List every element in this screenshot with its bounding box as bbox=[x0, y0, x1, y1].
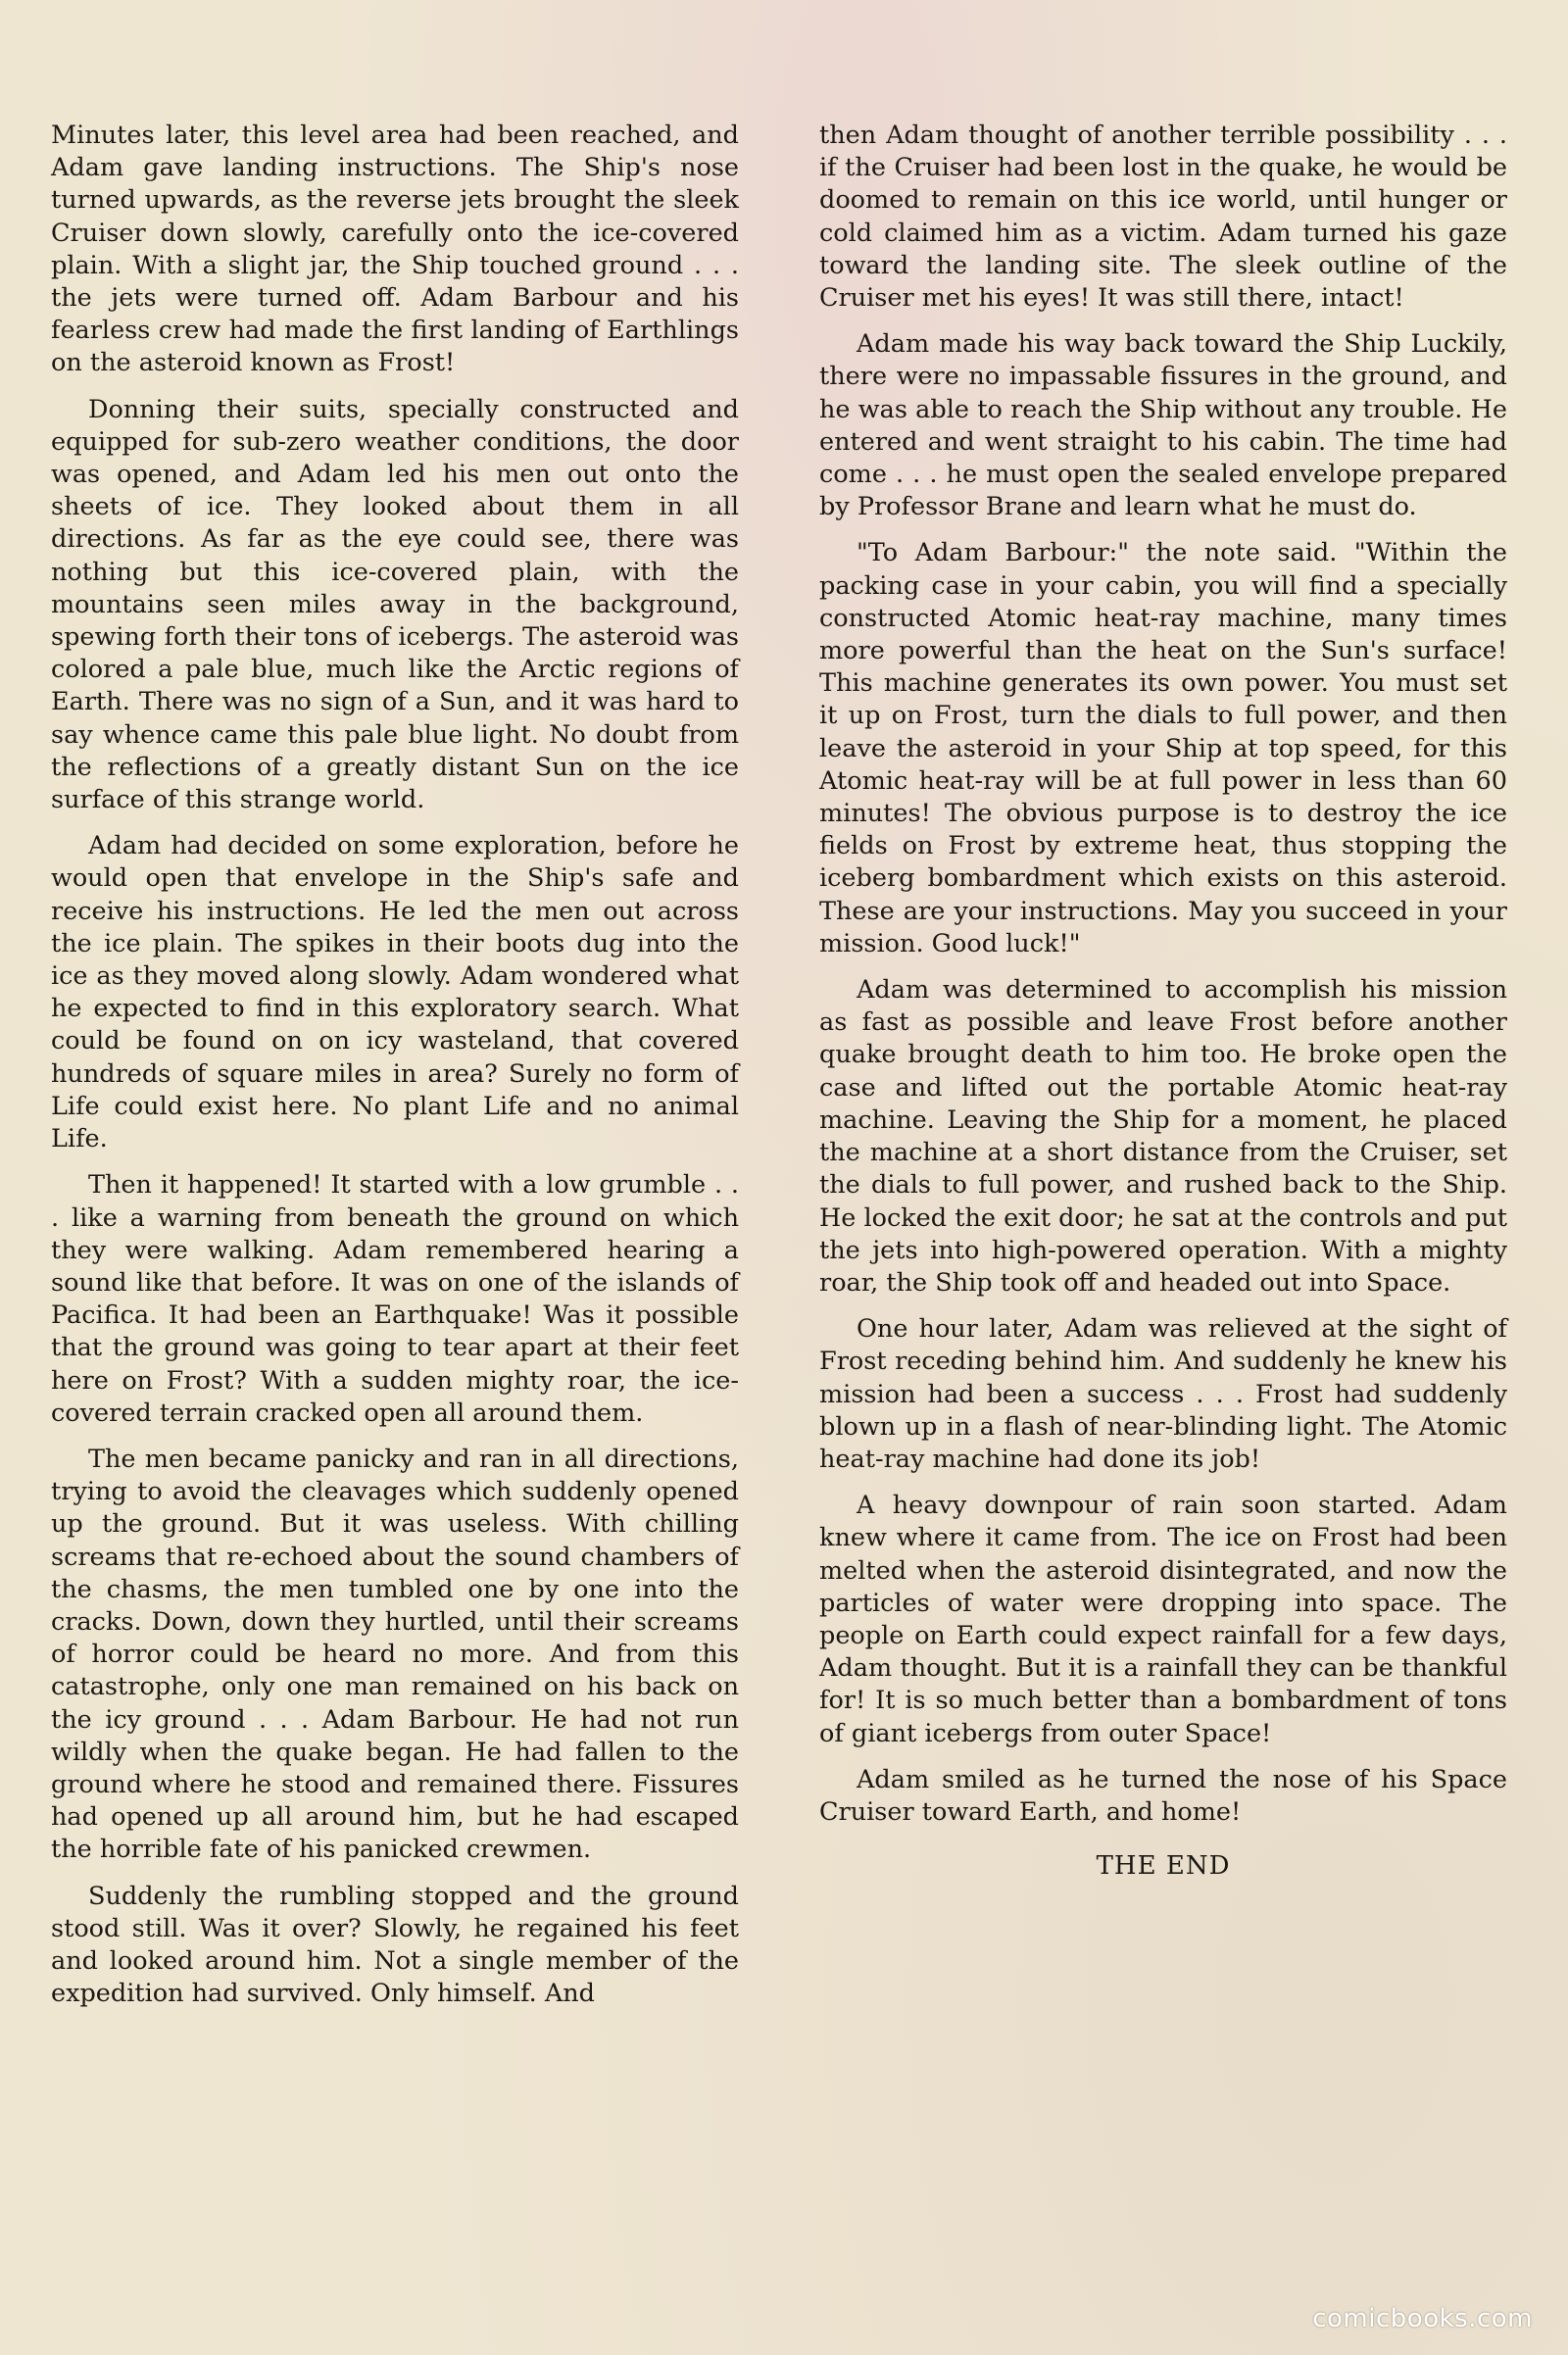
paragraph: Adam was determined to accomplish his mission as fast as possible and leave Frost before another quake brought death to him too. He broke open the case and lifted out the portable Atomic heat-ray machine. Leaving the Ship for a moment, he placed the machine at a short distance from the Cruiser, set the dials to full power, and rushed back to the Ship. He locked the exit door; he sat at the controls and put the jets into high-powered operation. With a mighty roar, the Ship took off and headed out into Space. bbox=[819, 975, 1507, 1298]
paragraph: Adam smiled as he turned the nose of his Space Cruiser toward Earth, and home! bbox=[819, 1764, 1507, 1827]
paragraph: "To Adam Barbour:" the note said. "Within the packing case in your cabin, you will find a specially constructed Atomic heat-ray machine, many times more powerful than the heat on the Sun's surface! This machine generates its own power. You must set it up on Frost, turn the dials to full power, and then leave the asteroid in your Ship at top speed, for this Atomic heat-ray will be at full power in less than 60 minutes! The obvious purpose is to destroy the ice fields on Frost by extreme heat, thus stopping the iceberg bombardment which exists on this asteroid. These are your instructions. May you succeed in your mission. Good luck!" bbox=[819, 538, 1507, 958]
paragraph: Adam made his way back toward the Ship Luckily, there were no impassable fissures in the ground, and he was able to reach the Ship without any trouble. He entered and went straight to his cabin. The time had come . . . he must open the sealed envelope prepared by Professor Brane and learn what he must do. bbox=[819, 329, 1507, 522]
paragraph: Adam had decided on some exploration, before he would open that envelope in the Ship's safe and receive his instructions. He led the men out across the ice plain. The spikes in their boots dug into the ice as they moved along slowly. Adam wondered what he expected to find in this exploratory search. What could be found on on icy wasteland, that covered hundreds of square miles in area? Surely no form of Life could exist here. No plant Life and no animal Life. bbox=[51, 831, 739, 1154]
left-text-column bbox=[51, 120, 739, 2024]
paragraph: Minutes later, this level area had been reached, and Adam gave landing instructions. The Ship's nose turned upwards, as the reverse jets brought the sleek Cruiser down slowly, carefully onto the ice-covered plain. With a slight jar, the Ship touched ground . . . the jets were turned off. Adam Barbour and his fearless crew had made the first landing of Earthlings on the asteroid known as Frost! bbox=[51, 121, 739, 378]
site-watermark: comicbooks.com bbox=[1312, 2304, 1533, 2333]
paragraph: The men became panicky and ran in all directions, trying to avoid the cleavages which suddenly opened up the ground. But it was useless. With chilling screams that re-echoed about the sound chambers of the chasms, the men tumbled one by one into the cracks. Down, down they hurtled, until their screams of horror could be heard no more. And from this catastrophe, only one man remained on his back on the icy ground . . . Adam Barbour. He had not run wildly when the quake began. He had fallen to the ground where he stood and remained there. Fissures had opened up all around him, but he had escaped the horrible fate of his panicked crewmen. bbox=[51, 1444, 739, 1865]
paragraph: Suddenly the rumbling stopped and the ground stood still. Was it over? Slowly, he regained his feet and looked around him. Not a single member of the expedition had survived. Only himself. And bbox=[51, 1881, 739, 2009]
paragraph: One hour later, Adam was relieved at the sight of Frost receding behind him. And suddenly he knew his mission had been a success . . . Frost had suddenly blown up in a flash of near-blinding light. The Atomic heat-ray machine had done its job! bbox=[819, 1314, 1507, 1474]
paragraph: Then it happened! It started with a low grumble . . . like a warning from beneath the ground on which they were walking. Adam remembered hearing a sound like that before. It was on one of the islands of Pacifica. It had been an Earthquake! Was it possible that the ground was going to tear apart at their feet here on Frost? With a sudden mighty roar, the ice-covered terrain cracked open all around them. bbox=[51, 1170, 739, 1428]
paragraph: A heavy downpour of rain soon started. Adam knew where it came from. The ice on Frost had been melted when the asteroid disintegrated, and now the particles of water were dropping into space. The people on Earth could expect rainfall for a few days, Adam thought. But it is a rainfall they can be thankful for! It is so much better than a bombardment of tons of giant icebergs from outer Space! bbox=[819, 1491, 1507, 1748]
paragraph: then Adam thought of another terrible possibility . . . if the Cruiser had been lost in the quake, he would be doomed to remain on this ice world, until hunger or cold claimed him as a victim. Adam turned his gaze toward the landing site. The sleek outline of the Cruiser met his eyes! It was still there, intact! bbox=[819, 121, 1507, 314]
paragraph: Donning their suits, specially constructed and equipped for sub-zero weather conditions, the door was opened, and Adam led his men out onto the sheets of ice. They looked about them in all directions. As far as the eye could see, there was nothing but this ice-covered plain, with the mountains seen miles away in the background, spewing forth their tons of icebergs. The asteroid was colored a pale blue, much like the Arctic regions of Earth. There was no sign of a Sun, and it was hard to say whence came this pale blue light. No doubt from the reflections of a greatly distant Sun on the ice surface of this strange world. bbox=[51, 394, 739, 815]
the-end-label: THE END bbox=[1096, 1851, 1231, 1882]
right-text-column bbox=[819, 120, 1507, 1896]
